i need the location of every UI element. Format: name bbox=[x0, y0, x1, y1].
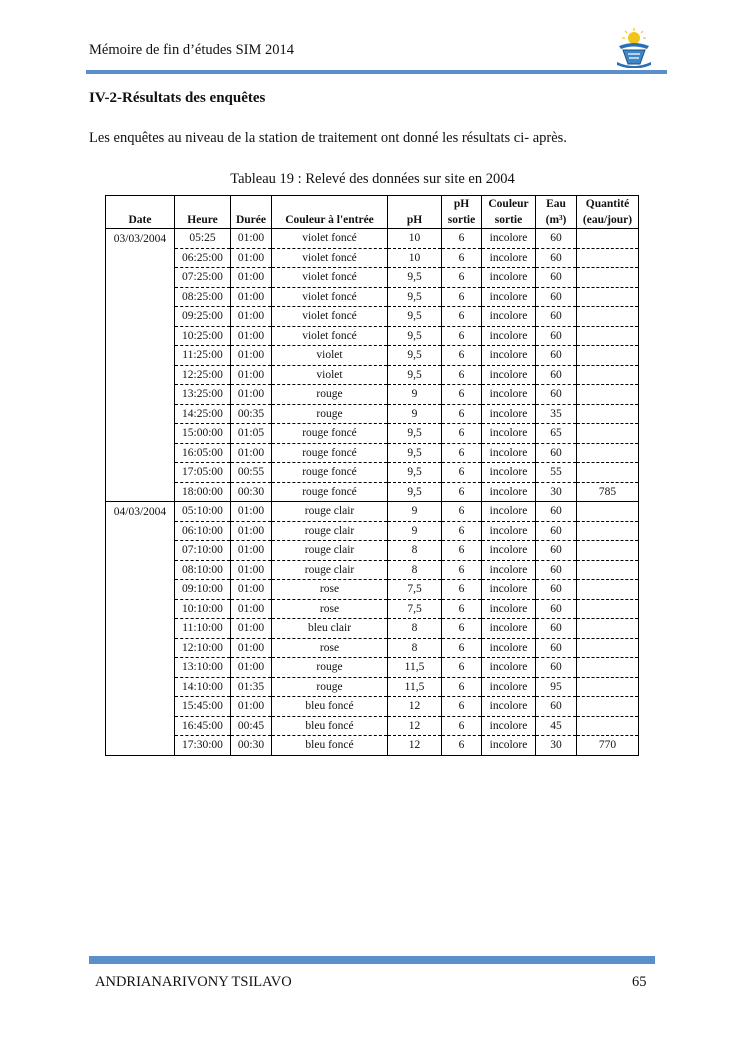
cell-couleur-entree: rouge foncé bbox=[272, 424, 388, 444]
cell-heure: 09:25:00 bbox=[175, 307, 231, 327]
cell-couleur-sortie: incolore bbox=[482, 560, 536, 580]
cell-couleur-sortie: incolore bbox=[482, 736, 536, 756]
cell-ph-sortie: 6 bbox=[442, 638, 482, 658]
cell-heure: 05:25 bbox=[175, 229, 231, 249]
cell-ph: 9,5 bbox=[388, 268, 442, 288]
cell-eau: 30 bbox=[536, 482, 577, 502]
cell-couleur-entree: rouge clair bbox=[272, 521, 388, 541]
cell-eau: 60 bbox=[536, 365, 577, 385]
table-row bbox=[106, 424, 639, 444]
table-header-row bbox=[106, 196, 639, 229]
cell-quantite bbox=[577, 716, 639, 736]
cell-duree: 01:00 bbox=[231, 599, 272, 619]
cell-duree: 00:45 bbox=[231, 716, 272, 736]
cell-date bbox=[106, 560, 175, 580]
cell-duree: 01:00 bbox=[231, 268, 272, 288]
cell-date bbox=[106, 541, 175, 561]
header-couleur-sortie-line2: sortie bbox=[494, 214, 523, 226]
cell-date bbox=[106, 463, 175, 483]
cell-date bbox=[106, 736, 175, 756]
cell-couleur-entree: bleu foncé bbox=[272, 736, 388, 756]
cell-couleur-sortie: incolore bbox=[482, 697, 536, 717]
cell-date bbox=[106, 716, 175, 736]
cell-couleur-sortie: incolore bbox=[482, 346, 536, 366]
cell-ph-sortie: 6 bbox=[442, 229, 482, 249]
cell-couleur-sortie: incolore bbox=[482, 307, 536, 327]
cell-ph: 10 bbox=[388, 229, 442, 249]
cell-couleur-entree: rose bbox=[272, 599, 388, 619]
cell-ph-sortie: 6 bbox=[442, 677, 482, 697]
header-eau-line2: (m³) bbox=[545, 214, 567, 226]
cell-quantite bbox=[577, 365, 639, 385]
cell-eau: 60 bbox=[536, 326, 577, 346]
cell-duree: 01:00 bbox=[231, 502, 272, 522]
cell-ph: 12 bbox=[388, 736, 442, 756]
header-quantite-line2: (eau/jour) bbox=[582, 214, 633, 226]
cell-eau: 60 bbox=[536, 638, 577, 658]
cell-ph-sortie: 6 bbox=[442, 326, 482, 346]
cell-ph: 9,5 bbox=[388, 443, 442, 463]
cell-duree: 01:00 bbox=[231, 541, 272, 561]
cell-heure: 14:10:00 bbox=[175, 677, 231, 697]
cell-eau: 45 bbox=[536, 716, 577, 736]
cell-duree: 01:00 bbox=[231, 443, 272, 463]
table-row bbox=[106, 599, 639, 619]
header-eau bbox=[536, 196, 577, 229]
cell-ph-sortie: 6 bbox=[442, 482, 482, 502]
cell-ph: 9,5 bbox=[388, 424, 442, 444]
cell-quantite bbox=[577, 268, 639, 288]
cell-quantite bbox=[577, 697, 639, 717]
table-row bbox=[106, 521, 639, 541]
cell-date bbox=[106, 346, 175, 366]
cell-ph: 8 bbox=[388, 638, 442, 658]
cell-couleur-entree: violet foncé bbox=[272, 248, 388, 268]
table-row bbox=[106, 287, 639, 307]
table-caption: Tableau 19 : Relevé des données sur site en 2004 bbox=[230, 171, 515, 187]
cell-couleur-entree: violet foncé bbox=[272, 229, 388, 249]
cell-couleur-sortie: incolore bbox=[482, 482, 536, 502]
cell-quantite bbox=[577, 521, 639, 541]
cell-heure: 15:00:00 bbox=[175, 424, 231, 444]
cell-eau: 60 bbox=[536, 502, 577, 522]
table-row bbox=[106, 463, 639, 483]
cell-quantite bbox=[577, 385, 639, 405]
cell-ph: 9,5 bbox=[388, 463, 442, 483]
cell-ph-sortie: 6 bbox=[442, 443, 482, 463]
cell-couleur-entree: bleu foncé bbox=[272, 697, 388, 717]
cell-eau: 60 bbox=[536, 268, 577, 288]
cell-ph: 8 bbox=[388, 619, 442, 639]
cell-quantite bbox=[577, 229, 639, 249]
cell-heure: 07:10:00 bbox=[175, 541, 231, 561]
cell-ph: 7,5 bbox=[388, 580, 442, 600]
cell-ph-sortie: 6 bbox=[442, 619, 482, 639]
cell-ph-sortie: 6 bbox=[442, 463, 482, 483]
cell-eau: 60 bbox=[536, 658, 577, 678]
table-row bbox=[106, 619, 639, 639]
table-row bbox=[106, 560, 639, 580]
header-duree: Durée bbox=[231, 196, 272, 229]
cell-date bbox=[106, 638, 175, 658]
cell-date bbox=[106, 385, 175, 405]
cell-eau: 60 bbox=[536, 619, 577, 639]
cell-heure: 08:25:00 bbox=[175, 287, 231, 307]
cell-ph-sortie: 6 bbox=[442, 541, 482, 561]
cell-couleur-sortie: incolore bbox=[482, 385, 536, 405]
cell-couleur-entree: bleu foncé bbox=[272, 716, 388, 736]
table-row bbox=[106, 326, 639, 346]
intro-paragraph: Les enquêtes au niveau de la station de traitement ont donné les résultats ci- après. bbox=[89, 130, 567, 146]
cell-ph: 10 bbox=[388, 248, 442, 268]
footer-rule bbox=[89, 956, 655, 964]
cell-quantite bbox=[577, 346, 639, 366]
cell-heure: 17:30:00 bbox=[175, 736, 231, 756]
cell-heure: 06:25:00 bbox=[175, 248, 231, 268]
cell-eau: 60 bbox=[536, 229, 577, 249]
cell-quantite bbox=[577, 619, 639, 639]
cell-couleur-entree: violet bbox=[272, 346, 388, 366]
section-heading: IV-2-Résultats des enquêtes bbox=[89, 90, 266, 106]
cell-heure: 16:05:00 bbox=[175, 443, 231, 463]
cell-date bbox=[106, 443, 175, 463]
cell-eau: 30 bbox=[536, 736, 577, 756]
cell-quantite bbox=[577, 326, 639, 346]
cell-heure: 10:25:00 bbox=[175, 326, 231, 346]
cell-eau: 60 bbox=[536, 385, 577, 405]
cell-date bbox=[106, 307, 175, 327]
cell-ph: 9 bbox=[388, 404, 442, 424]
cell-ph-sortie: 6 bbox=[442, 736, 482, 756]
cell-ph-sortie: 6 bbox=[442, 385, 482, 405]
table-row bbox=[106, 385, 639, 405]
cell-heure: 08:10:00 bbox=[175, 560, 231, 580]
table-row bbox=[106, 365, 639, 385]
cell-duree: 01:05 bbox=[231, 424, 272, 444]
cell-quantite bbox=[577, 541, 639, 561]
cell-heure: 15:45:00 bbox=[175, 697, 231, 717]
header-couleur-sortie bbox=[482, 196, 536, 229]
cell-duree: 01:00 bbox=[231, 521, 272, 541]
cell-heure: 18:00:00 bbox=[175, 482, 231, 502]
cell-ph-sortie: 6 bbox=[442, 287, 482, 307]
cell-duree: 00:55 bbox=[231, 463, 272, 483]
cell-duree: 01:00 bbox=[231, 229, 272, 249]
cell-couleur-entree: bleu clair bbox=[272, 619, 388, 639]
cell-eau: 55 bbox=[536, 463, 577, 483]
header-quantite bbox=[577, 196, 639, 229]
cell-date bbox=[106, 248, 175, 268]
cell-ph: 8 bbox=[388, 560, 442, 580]
table-row bbox=[106, 248, 639, 268]
cell-couleur-entree: rouge clair bbox=[272, 560, 388, 580]
cell-quantite bbox=[577, 502, 639, 522]
table-body bbox=[106, 229, 639, 756]
cell-date bbox=[106, 365, 175, 385]
cell-duree: 01:00 bbox=[231, 248, 272, 268]
cell-ph: 9,5 bbox=[388, 307, 442, 327]
cell-ph-sortie: 6 bbox=[442, 697, 482, 717]
cell-ph: 11,5 bbox=[388, 658, 442, 678]
cell-duree: 01:00 bbox=[231, 326, 272, 346]
cell-couleur-entree: rouge bbox=[272, 658, 388, 678]
table-row bbox=[106, 404, 639, 424]
cell-date bbox=[106, 697, 175, 717]
table-row bbox=[106, 229, 639, 249]
cell-eau: 60 bbox=[536, 541, 577, 561]
cell-ph-sortie: 6 bbox=[442, 560, 482, 580]
header-ph-sortie bbox=[442, 196, 482, 229]
header-couleur-entree: Couleur à l'entrée bbox=[272, 196, 388, 229]
cell-date bbox=[106, 404, 175, 424]
cell-heure: 07:25:00 bbox=[175, 268, 231, 288]
cell-couleur-sortie: incolore bbox=[482, 268, 536, 288]
cell-heure: 12:10:00 bbox=[175, 638, 231, 658]
cell-couleur-entree: violet foncé bbox=[272, 326, 388, 346]
table-row bbox=[106, 346, 639, 366]
table-row bbox=[106, 580, 639, 600]
table-row bbox=[106, 736, 639, 756]
cell-date bbox=[106, 599, 175, 619]
cell-ph: 9,5 bbox=[388, 346, 442, 366]
cell-couleur-sortie: incolore bbox=[482, 658, 536, 678]
cell-duree: 01:35 bbox=[231, 677, 272, 697]
header-heure: Heure bbox=[175, 196, 231, 229]
header-couleur-sortie-line1: Couleur bbox=[488, 198, 529, 210]
cell-eau: 95 bbox=[536, 677, 577, 697]
cell-couleur-sortie: incolore bbox=[482, 580, 536, 600]
cell-couleur-entree: rouge bbox=[272, 404, 388, 424]
cell-couleur-entree: rouge foncé bbox=[272, 443, 388, 463]
table-row bbox=[106, 482, 639, 502]
cell-couleur-entree: violet foncé bbox=[272, 307, 388, 327]
cell-couleur-sortie: incolore bbox=[482, 619, 536, 639]
cell-heure: 06:10:00 bbox=[175, 521, 231, 541]
cell-couleur-entree: rouge bbox=[272, 677, 388, 697]
cell-date bbox=[106, 521, 175, 541]
cell-date: 03/03/2004 bbox=[106, 229, 175, 249]
cell-ph: 9 bbox=[388, 502, 442, 522]
cell-duree: 01:00 bbox=[231, 385, 272, 405]
cell-date bbox=[106, 287, 175, 307]
header-date: Date bbox=[106, 196, 175, 229]
table-row bbox=[106, 502, 639, 522]
cell-heure: 13:10:00 bbox=[175, 658, 231, 678]
cell-eau: 60 bbox=[536, 560, 577, 580]
cell-eau: 60 bbox=[536, 346, 577, 366]
cell-ph: 12 bbox=[388, 716, 442, 736]
cell-duree: 01:00 bbox=[231, 619, 272, 639]
cell-heure: 10:10:00 bbox=[175, 599, 231, 619]
cell-couleur-sortie: incolore bbox=[482, 541, 536, 561]
cell-couleur-sortie: incolore bbox=[482, 248, 536, 268]
cell-date bbox=[106, 580, 175, 600]
cell-quantite: 785 bbox=[577, 482, 639, 502]
cell-duree: 01:00 bbox=[231, 365, 272, 385]
cell-ph-sortie: 6 bbox=[442, 248, 482, 268]
cell-quantite bbox=[577, 404, 639, 424]
cell-heure: 16:45:00 bbox=[175, 716, 231, 736]
cell-date bbox=[106, 268, 175, 288]
cell-quantite bbox=[577, 443, 639, 463]
cell-couleur-entree: violet foncé bbox=[272, 268, 388, 288]
table-row bbox=[106, 268, 639, 288]
cell-date bbox=[106, 658, 175, 678]
cell-duree: 01:00 bbox=[231, 580, 272, 600]
cell-ph-sortie: 6 bbox=[442, 658, 482, 678]
cell-couleur-sortie: incolore bbox=[482, 443, 536, 463]
cell-eau: 60 bbox=[536, 443, 577, 463]
cell-eau: 60 bbox=[536, 580, 577, 600]
cell-couleur-sortie: incolore bbox=[482, 716, 536, 736]
cell-duree: 01:00 bbox=[231, 346, 272, 366]
cell-eau: 60 bbox=[536, 521, 577, 541]
cell-date: 04/03/2004 bbox=[106, 502, 175, 522]
cell-couleur-sortie: incolore bbox=[482, 365, 536, 385]
cell-ph-sortie: 6 bbox=[442, 580, 482, 600]
cell-couleur-sortie: incolore bbox=[482, 677, 536, 697]
cell-eau: 60 bbox=[536, 599, 577, 619]
cell-ph-sortie: 6 bbox=[442, 307, 482, 327]
cell-ph-sortie: 6 bbox=[442, 268, 482, 288]
table-row bbox=[106, 677, 639, 697]
cell-ph-sortie: 6 bbox=[442, 716, 482, 736]
cell-heure: 17:05:00 bbox=[175, 463, 231, 483]
cell-couleur-sortie: incolore bbox=[482, 424, 536, 444]
cell-duree: 01:00 bbox=[231, 658, 272, 678]
cell-duree: 01:00 bbox=[231, 560, 272, 580]
cell-couleur-entree: rouge bbox=[272, 385, 388, 405]
cell-couleur-sortie: incolore bbox=[482, 404, 536, 424]
cell-duree: 00:35 bbox=[231, 404, 272, 424]
cell-ph: 7,5 bbox=[388, 599, 442, 619]
table-row bbox=[106, 307, 639, 327]
cell-couleur-sortie: incolore bbox=[482, 599, 536, 619]
cell-date bbox=[106, 424, 175, 444]
cell-couleur-entree: rouge foncé bbox=[272, 482, 388, 502]
cell-duree: 00:30 bbox=[231, 736, 272, 756]
table-row bbox=[106, 638, 639, 658]
running-header-title: Mémoire de fin d’études SIM 2014 bbox=[89, 42, 294, 58]
cell-quantite bbox=[577, 677, 639, 697]
header-ph-sortie-line1: pH bbox=[453, 198, 470, 210]
cell-eau: 60 bbox=[536, 287, 577, 307]
table-row bbox=[106, 716, 639, 736]
cell-quantite bbox=[577, 599, 639, 619]
cell-quantite bbox=[577, 560, 639, 580]
university-crest-icon bbox=[614, 26, 654, 68]
cell-couleur-sortie: incolore bbox=[482, 326, 536, 346]
cell-ph-sortie: 6 bbox=[442, 365, 482, 385]
cell-duree: 01:00 bbox=[231, 307, 272, 327]
table-row bbox=[106, 443, 639, 463]
cell-ph: 11,5 bbox=[388, 677, 442, 697]
cell-quantite bbox=[577, 638, 639, 658]
cell-eau: 65 bbox=[536, 424, 577, 444]
table-row bbox=[106, 697, 639, 717]
cell-date bbox=[106, 619, 175, 639]
cell-ph: 9 bbox=[388, 385, 442, 405]
survey-data-table bbox=[105, 195, 639, 756]
table-row bbox=[106, 541, 639, 561]
cell-heure: 12:25:00 bbox=[175, 365, 231, 385]
cell-ph-sortie: 6 bbox=[442, 521, 482, 541]
cell-couleur-sortie: incolore bbox=[482, 502, 536, 522]
cell-quantite: 770 bbox=[577, 736, 639, 756]
cell-couleur-entree: rouge clair bbox=[272, 502, 388, 522]
cell-couleur-entree: violet bbox=[272, 365, 388, 385]
cell-date bbox=[106, 677, 175, 697]
cell-couleur-sortie: incolore bbox=[482, 638, 536, 658]
cell-quantite bbox=[577, 287, 639, 307]
header-ph: pH bbox=[388, 196, 442, 229]
cell-couleur-sortie: incolore bbox=[482, 287, 536, 307]
cell-duree: 01:00 bbox=[231, 638, 272, 658]
header-quantite-line1: Quantité bbox=[585, 198, 630, 210]
cell-eau: 60 bbox=[536, 248, 577, 268]
cell-eau: 60 bbox=[536, 697, 577, 717]
cell-heure: 11:10:00 bbox=[175, 619, 231, 639]
cell-heure: 11:25:00 bbox=[175, 346, 231, 366]
cell-heure: 09:10:00 bbox=[175, 580, 231, 600]
cell-duree: 01:00 bbox=[231, 697, 272, 717]
cell-ph-sortie: 6 bbox=[442, 346, 482, 366]
cell-duree: 00:30 bbox=[231, 482, 272, 502]
cell-eau: 60 bbox=[536, 307, 577, 327]
cell-ph: 9,5 bbox=[388, 287, 442, 307]
cell-couleur-entree: rouge clair bbox=[272, 541, 388, 561]
cell-quantite bbox=[577, 580, 639, 600]
cell-date bbox=[106, 482, 175, 502]
cell-duree: 01:00 bbox=[231, 287, 272, 307]
cell-date bbox=[106, 326, 175, 346]
cell-couleur-entree: rose bbox=[272, 638, 388, 658]
header-ph-sortie-line2: sortie bbox=[447, 214, 476, 226]
cell-couleur-entree: violet foncé bbox=[272, 287, 388, 307]
page-number: 65 bbox=[632, 974, 647, 990]
cell-ph: 12 bbox=[388, 697, 442, 717]
cell-ph-sortie: 6 bbox=[442, 502, 482, 522]
cell-ph: 9,5 bbox=[388, 326, 442, 346]
cell-couleur-sortie: incolore bbox=[482, 463, 536, 483]
cell-heure: 14:25:00 bbox=[175, 404, 231, 424]
cell-quantite bbox=[577, 248, 639, 268]
cell-heure: 05:10:00 bbox=[175, 502, 231, 522]
footer-author: ANDRIANARIVONY TSILAVO bbox=[95, 974, 292, 990]
cell-quantite bbox=[577, 424, 639, 444]
cell-ph-sortie: 6 bbox=[442, 404, 482, 424]
cell-ph: 9,5 bbox=[388, 365, 442, 385]
cell-quantite bbox=[577, 658, 639, 678]
cell-quantite bbox=[577, 463, 639, 483]
header-rule bbox=[86, 70, 667, 74]
cell-ph-sortie: 6 bbox=[442, 599, 482, 619]
cell-heure: 13:25:00 bbox=[175, 385, 231, 405]
cell-couleur-entree: rouge foncé bbox=[272, 463, 388, 483]
cell-couleur-entree: rose bbox=[272, 580, 388, 600]
cell-quantite bbox=[577, 307, 639, 327]
cell-ph: 9 bbox=[388, 521, 442, 541]
header-eau-line1: Eau bbox=[546, 198, 566, 210]
cell-couleur-sortie: incolore bbox=[482, 229, 536, 249]
cell-ph-sortie: 6 bbox=[442, 424, 482, 444]
cell-couleur-sortie: incolore bbox=[482, 521, 536, 541]
cell-ph: 8 bbox=[388, 541, 442, 561]
table-row bbox=[106, 658, 639, 678]
cell-ph: 9,5 bbox=[388, 482, 442, 502]
cell-eau: 35 bbox=[536, 404, 577, 424]
